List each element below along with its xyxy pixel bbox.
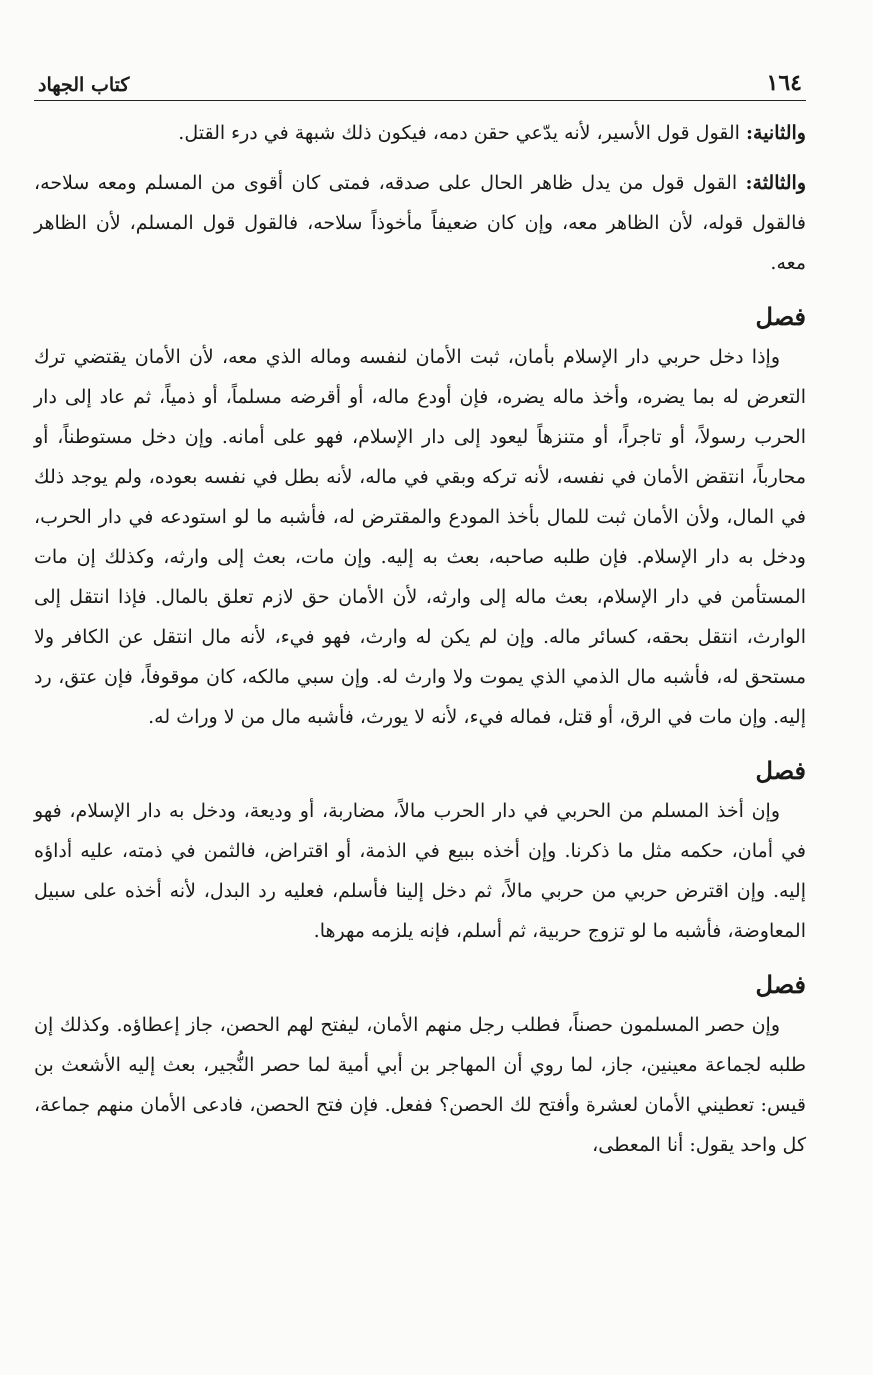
section-heading: فصل: [755, 302, 806, 331]
paragraph-lead: والثالثة:: [745, 172, 806, 194]
page-header: [34, 58, 806, 101]
paragraph-third-case: [34, 163, 806, 283]
section-paragraph: وإذا دخل حربي دار الإسلام بأمان، ثبت الأمان لنفسه وماله الذي معه، لأن الأمان يقتضي ترك التعرض له بما يضره، وأخذ ماله يضره، فإن أودع ماله، أو أقرضه مسلماً، أو ذمياً، ثم عاد إلى دار الحرب رسولاً، أو تاجراً، أو متنزهاً ليعود إلى دار الإسلام، فهو على أمانه. وإن دخل مستوطناً، أو محارباً، انتقض الأمان في نفسه، لأنه تركه وبقي في ماله، لأنه بطل في نفسه بعوده، ولم يوجد ذلك في المال، ولأن الأمان ثبت للمال بأخذ المودع والمقترض له، فأشبه ما لو استودعه في دار الحرب، ودخل به دار الإسلام. فإن طلبه صاحبه، بعث به إليه. وإن مات، بعث إلى وارثه، وكذلك إن مات المستأمن في دار الإسلام، بعث ماله إلى وارثه، لأن الأمان حق لازم تعلق بالمال. فإذا انتقل إلى الوارث، انتقل بحقه، كسائر ماله. وإن لم يكن له وارث، فهو فيء، لأنه مال انتقل عن الكافر ولا مستحق له، فأشبه مال الذمي الذي يموت ولا وارث له. وإن سبي مالكه، كان موقوفاً، فإن عتق، رد إليه. وإن مات في الرق، أو قتل، فماله فيء، لأنه لا يورث، فأشبه مال من لا وراث له.: [34, 346, 806, 728]
paragraph-lead: والثانية:: [746, 122, 806, 144]
paragraph-text: القول قول من يدل ظاهر الحال على صدقه، فمتى كان أقوى من المسلم ومعه سلاحه، فالقول قوله، لأن الظاهر معه، وإن كان ضعيفاً مأخوذاً سلاحه، فالقول قول المسلم، لأن الظاهر معه.: [34, 172, 806, 274]
section-paragraph: وإن حصر المسلمون حصناً، فطلب رجل منهم الأمان، ليفتح لهم الحصن، جاز إعطاؤه. وكذلك إن طلبه لجماعة معينين، جاز، لما روي أن المهاجر بن أبي أمية لما حصر النُّجير، بعث إليه الأشعث بن قيس: تعطيني الأمان لعشرة وأفتح لك الحصن؟ ففعل. فإن فتح الحصن، فادعى الأمان منهم جماعة، كل واحد يقول: أنا المعطى،: [34, 1014, 806, 1156]
book-title: كتاب الجهاد: [38, 74, 130, 96]
book-page: [34, 58, 806, 1165]
section-heading: فصل: [755, 756, 806, 785]
paragraph-second-case: [34, 113, 806, 153]
section-paragraph: وإن أخذ المسلم من الحربي في دار الحرب مالاً، مضاربة، أو وديعة، ودخل به دار الإسلام، فهو في أمان، حكمه مثل ما ذكرنا. وإن أخذه ببيع في الذمة، أو اقتراض، فالثمن في ذمته، عليه أداؤه إليه. وإن اقترض حربي من حربي مالاً، ثم دخل إلينا فأسلم، فعليه رد البدل، لأنه أخذه على سبيل المعاوضة، فأشبه ما لو تزوج حربية، ثم أسلم، فإنه يلزمه مهرها.: [34, 800, 806, 942]
page-body: [34, 113, 806, 1165]
page-number: ١٦٤: [766, 70, 802, 96]
section-heading: فصل: [755, 970, 806, 999]
paragraph-text: القول قول الأسير، لأنه يدّعي حقن دمه، فيكون ذلك شبهة في درء القتل.: [178, 122, 746, 144]
